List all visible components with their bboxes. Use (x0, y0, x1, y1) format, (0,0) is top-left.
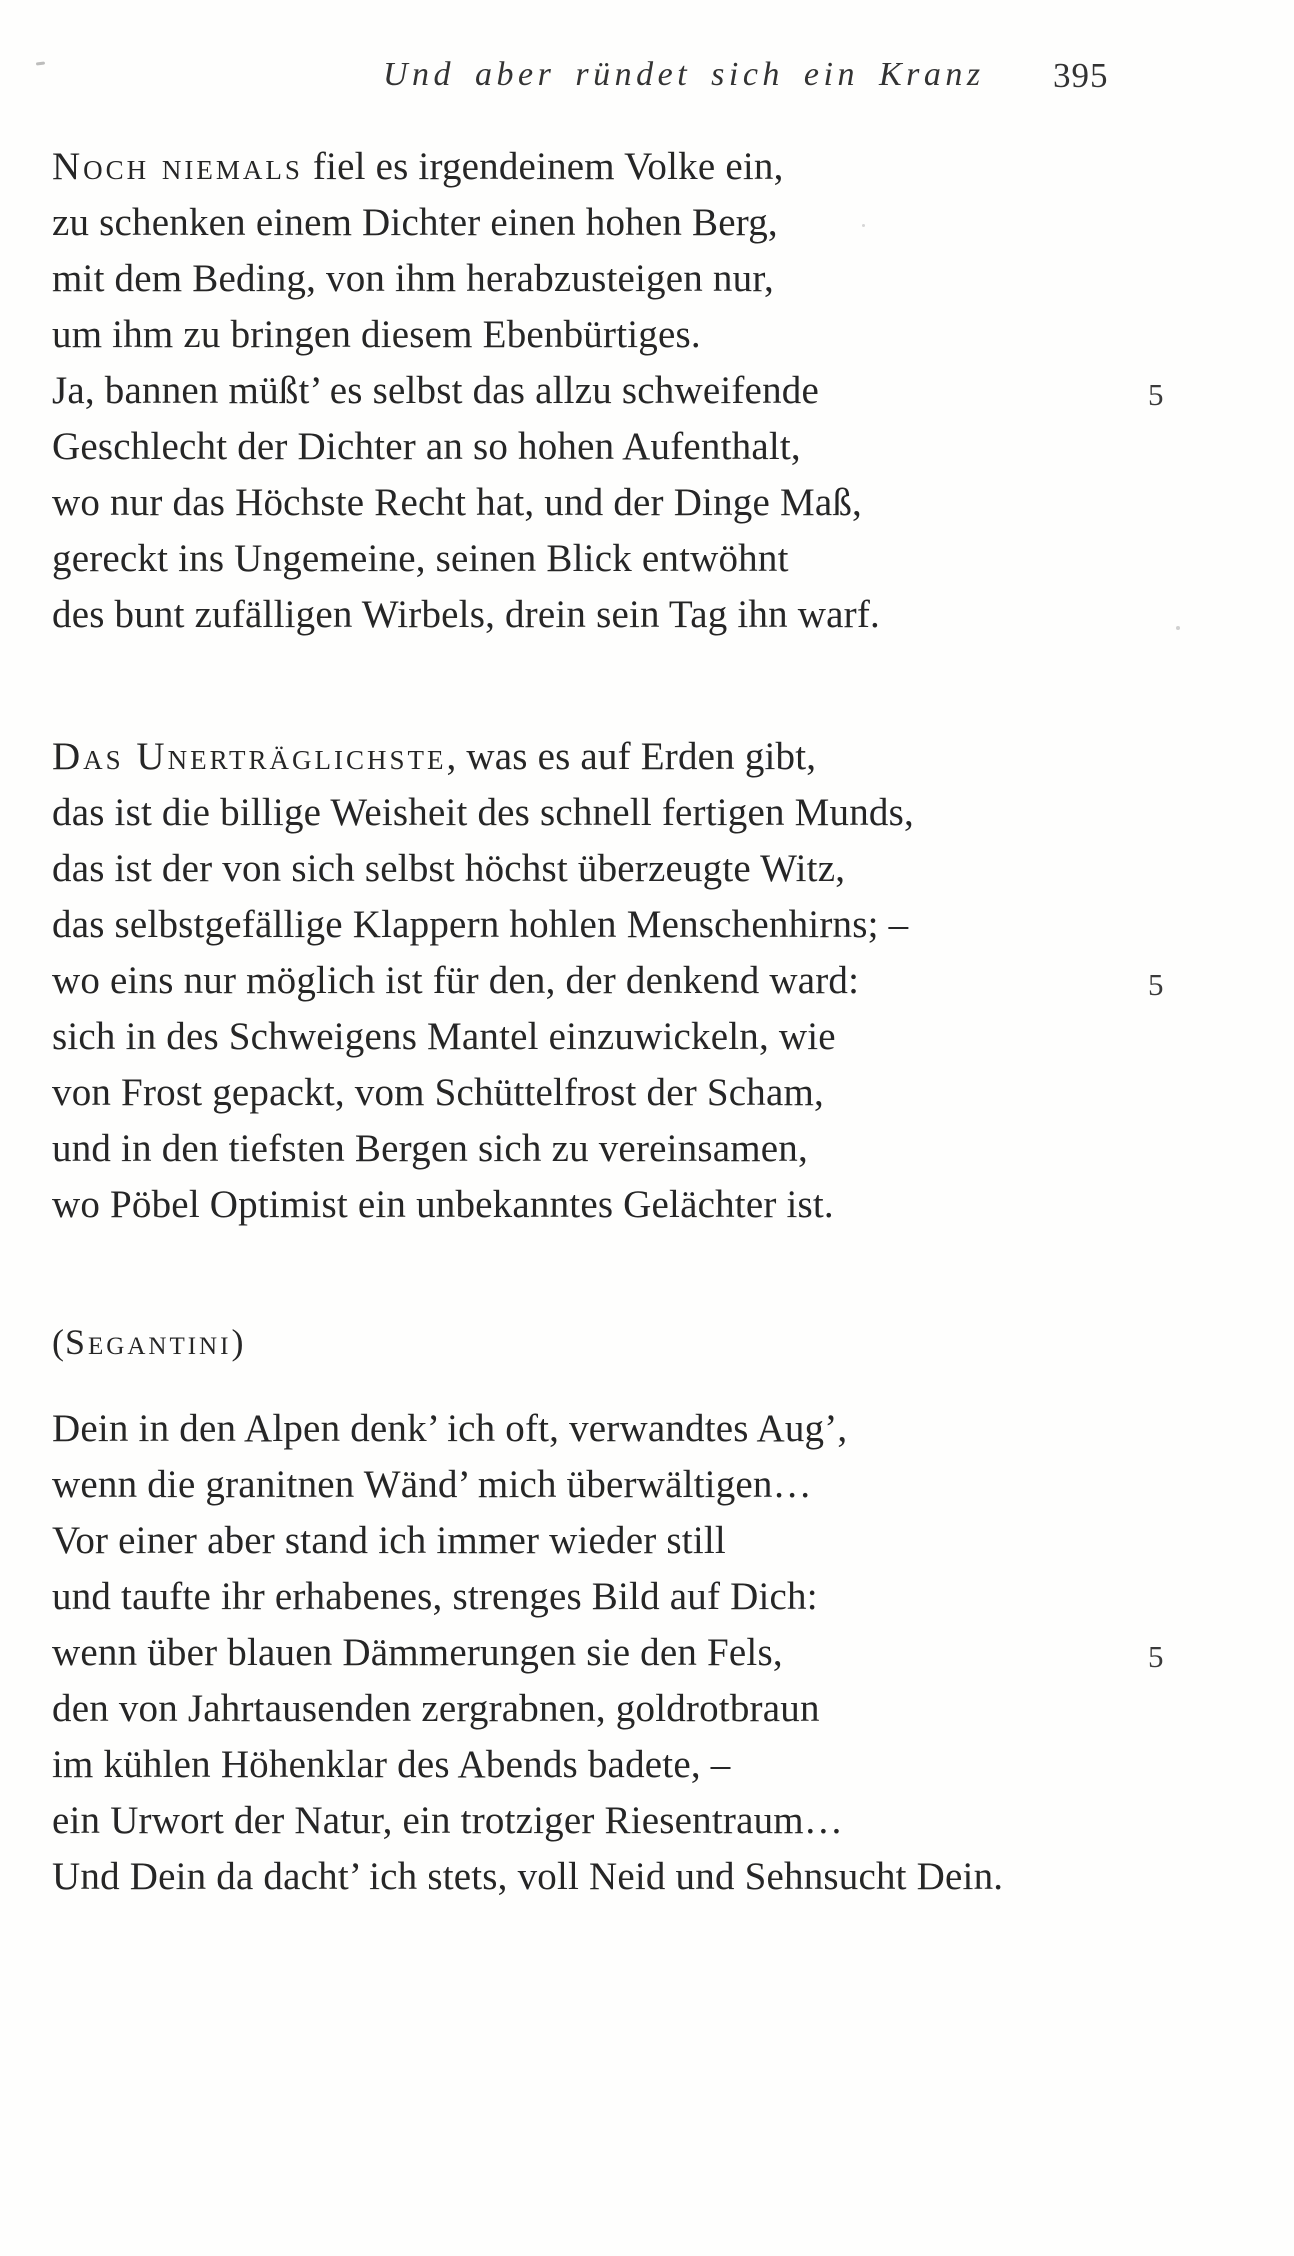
verse-line: wo eins nur möglich ist für den, der denkend ward: (52, 959, 860, 1002)
verse-line: Geschlecht der Dichter an so hohen Aufenthalt, (52, 425, 801, 468)
poem-opening-rest: fiel es irgendeinem Volke ein, (302, 145, 784, 188)
scan-speck (36, 61, 45, 65)
poem-opening-rest: , was es auf Erden gibt, (446, 735, 817, 778)
running-header-title: Und aber ründet sich ein Kranz (383, 56, 985, 93)
page-number: 395 (1053, 56, 1109, 95)
verse-line: gereckt ins Ungemeine, seinen Blick entwöhnt (52, 537, 789, 580)
verse-line: das selbstgefällige Klappern hohlen Menschenhirns; – (52, 903, 909, 946)
verse-line: mit dem Beding, von ihm herabzusteigen nur, (52, 257, 774, 300)
poem-noch-niemals (52, 139, 1212, 643)
poem-das-unertraeglichste (52, 729, 1212, 1233)
heading-close-paren: ) (231, 1322, 245, 1362)
verse-line (52, 139, 1212, 195)
poem-opening-small-caps: Noch niemals (52, 145, 303, 188)
poem-opening-small-caps: Das Unerträglichste (52, 735, 447, 778)
verse-line: wo Pöbel Optimist ein unbekanntes Gelächter ist. (52, 1183, 834, 1226)
verse-number-marker: 5 (1148, 1639, 1164, 1674)
verse-line: sich in des Schweigens Mantel einzuwickeln, wie (52, 1015, 836, 1058)
verse-line: Dein in den Alpen denk’ ich oft, verwandtes Aug’, (52, 1407, 848, 1450)
verse-line: im kühlen Höhenklar des Abends badete, – (52, 1743, 731, 1786)
verse-line: um ihm zu bringen diesem Ebenbürtiges. (52, 313, 701, 356)
verse-line: und in den tiefsten Bergen sich zu vereinsamen, (52, 1127, 808, 1170)
verse-line: des bunt zufälligen Wirbels, drein sein Tag ihn warf. (52, 593, 880, 636)
verse-number-marker: 5 (1148, 967, 1164, 1002)
verse-line: das ist die billige Weisheit des schnell fertigen Munds, (52, 791, 914, 834)
verse-line: wenn die granitnen Wänd’ mich überwältigen… (52, 1463, 812, 1506)
verse-line (52, 729, 1212, 785)
verse-number-marker: 5 (1148, 377, 1164, 412)
heading-name: Segantini (65, 1322, 232, 1362)
verse-line: Vor einer aber stand ich immer wieder still (52, 1519, 726, 1562)
heading-open-paren: ( (52, 1322, 65, 1362)
verse-line: das ist der von sich selbst höchst überzeugte Witz, (52, 847, 846, 890)
poem-segantini (52, 1401, 1212, 1905)
verse-line: wo nur das Höchste Recht hat, und der Dinge Maß, (52, 481, 862, 524)
verse-line: und taufte ihr erhabenes, strenges Bild auf Dich: (52, 1575, 818, 1618)
verse-line: ein Urwort der Natur, ein trotziger Riesentraum… (52, 1799, 844, 1842)
verse-line: von Frost gepackt, vom Schüttelfrost der Scham, (52, 1071, 824, 1114)
poem-heading-segantini (52, 1314, 244, 1370)
verse-line: wenn über blauen Dämmerungen sie den Fels, (52, 1631, 783, 1674)
verse-line: Und Dein da dacht’ ich stets, voll Neid und Sehnsucht Dein. (52, 1855, 1004, 1898)
verse-line: den von Jahrtausenden zergrabnen, goldrotbraun (52, 1687, 820, 1730)
verse-line: zu schenken einem Dichter einen hohen Berg, (52, 201, 778, 244)
verse-line: Ja, bannen müßt’ es selbst das allzu schweifende (52, 369, 819, 412)
